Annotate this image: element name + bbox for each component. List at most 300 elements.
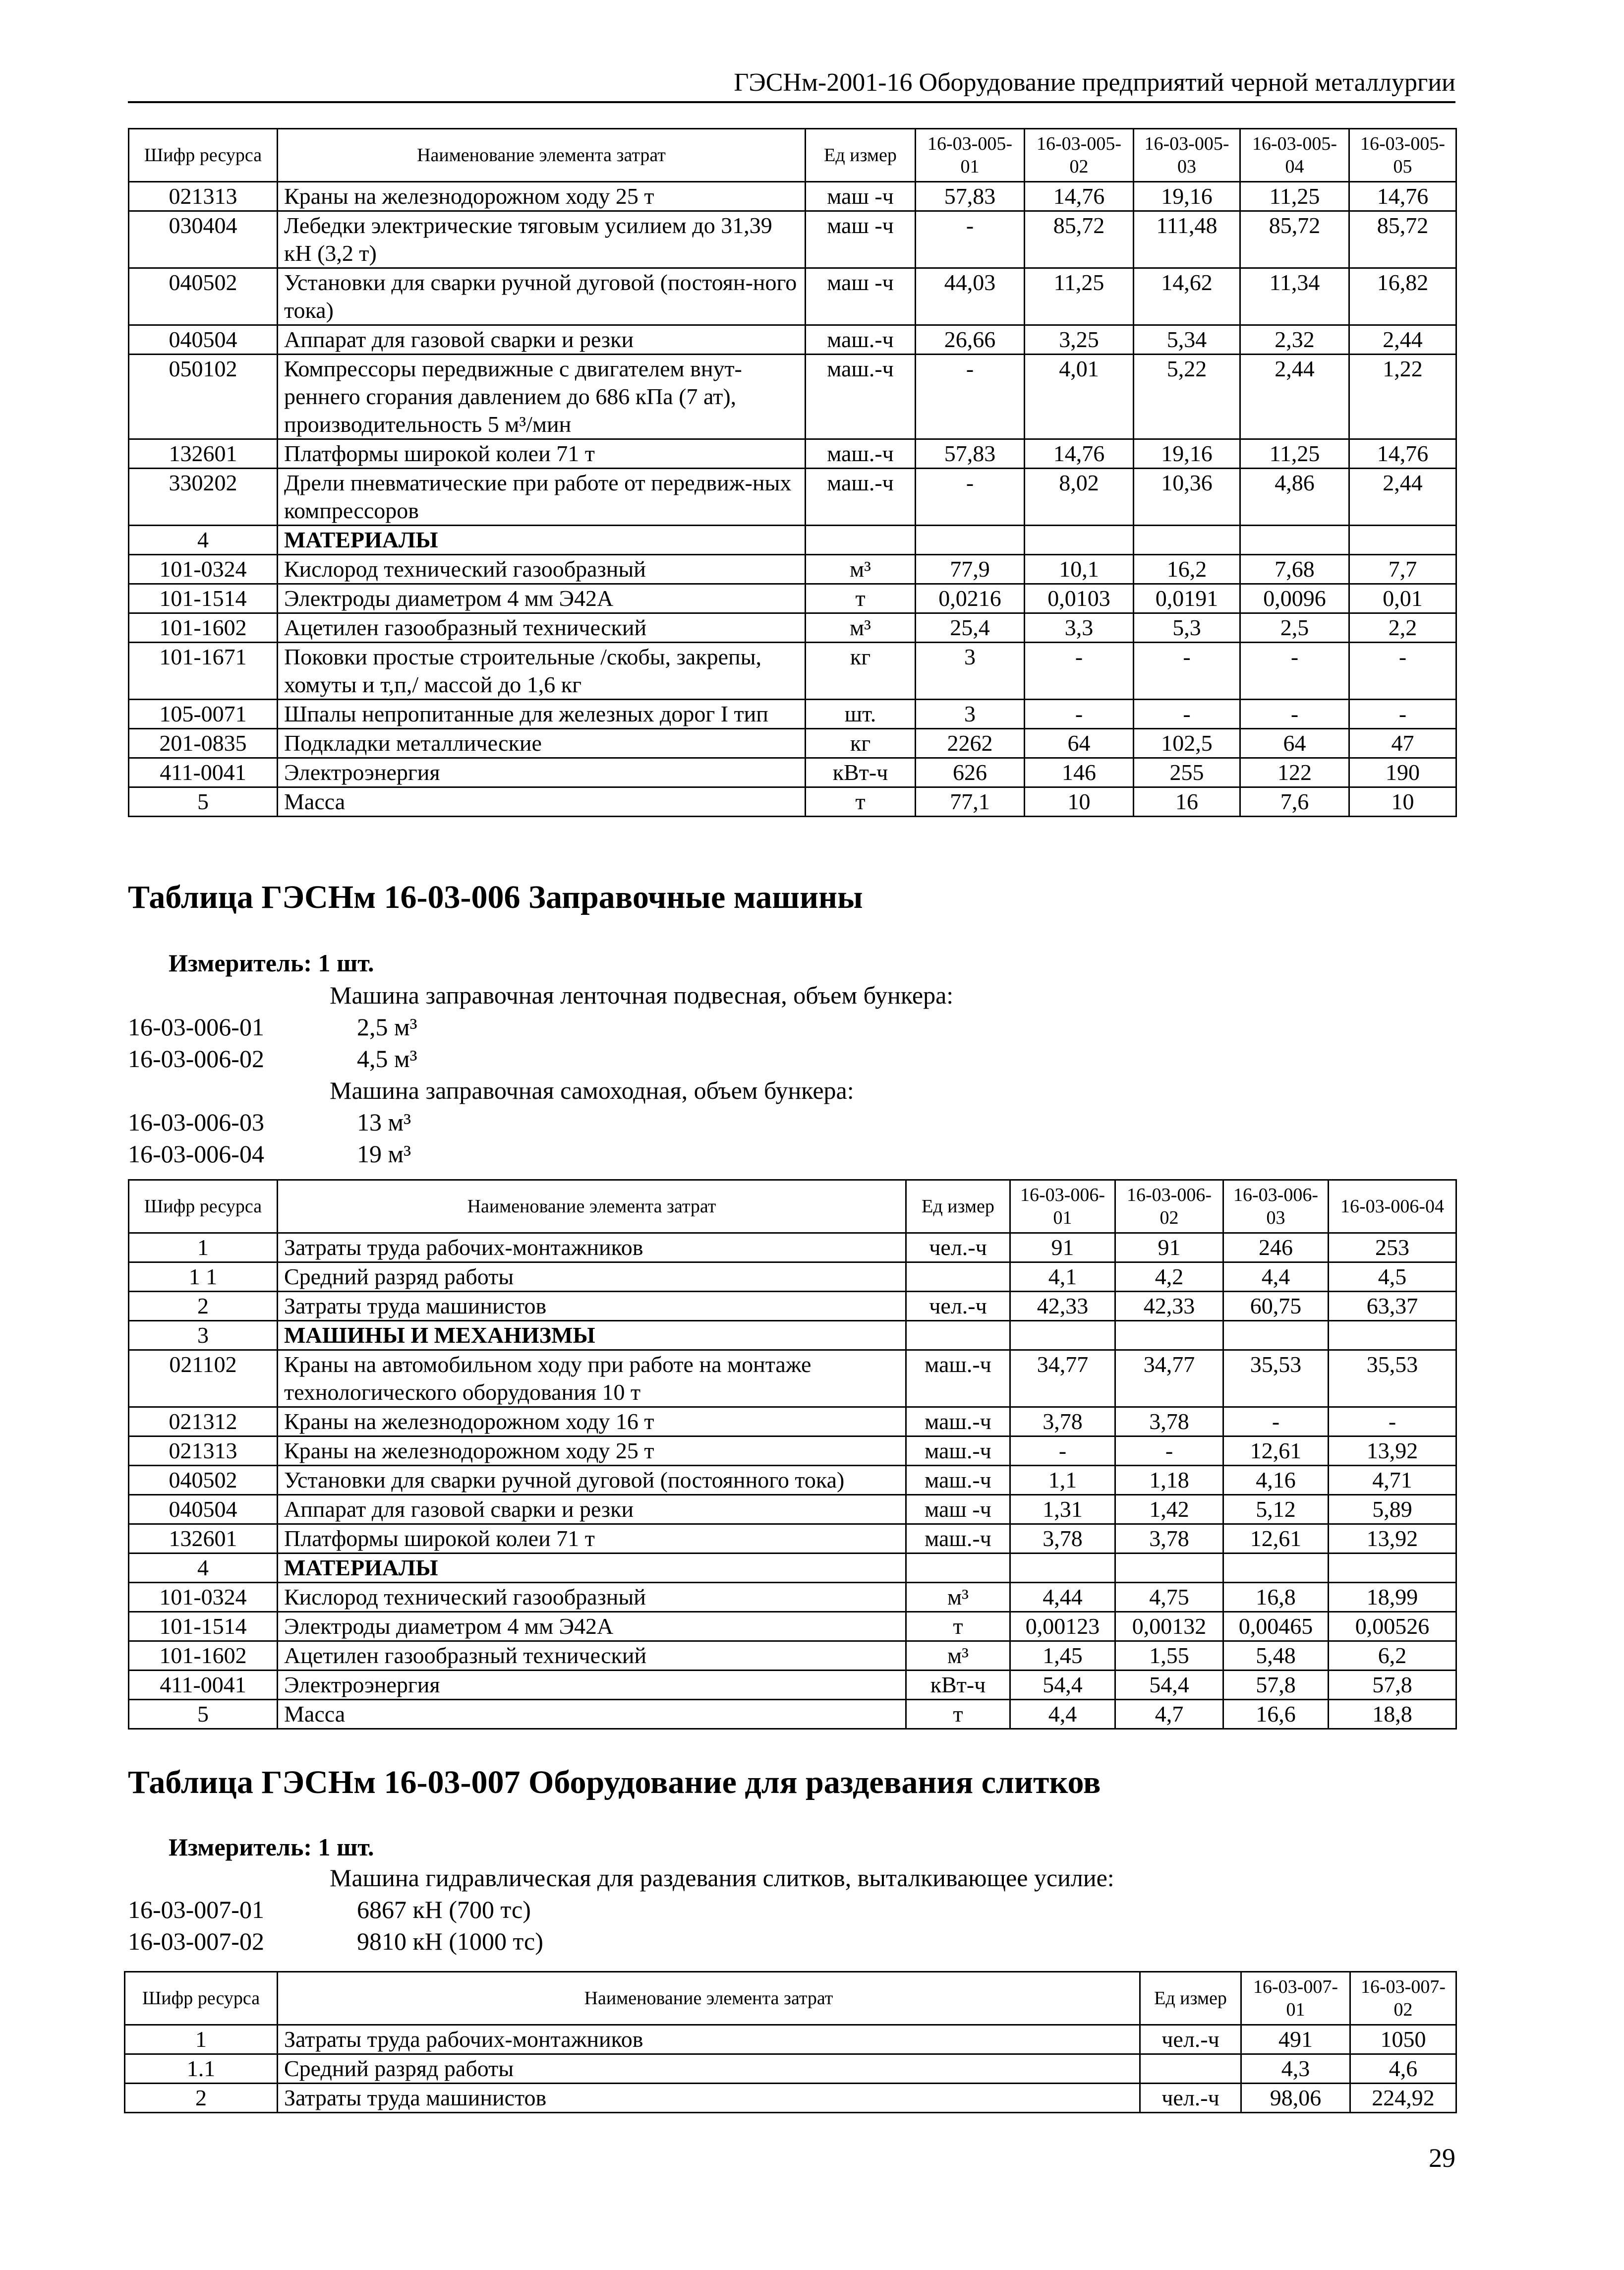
norm-value-cell: 3,3	[1025, 613, 1134, 643]
norm-value-cell: 224,92	[1350, 2084, 1456, 2113]
norm-value-cell: 54,4	[1115, 1671, 1223, 1700]
norm-value-cell: 3,25	[1025, 325, 1134, 355]
norm-value-cell: 4,6	[1350, 2054, 1456, 2084]
table-row	[129, 1671, 1456, 1700]
resource-name-cell: Масса	[278, 1700, 906, 1729]
unit-cell	[806, 526, 916, 555]
norm-value-cell: 44,03	[916, 268, 1025, 325]
norm-value-cell: 190	[1349, 758, 1456, 787]
norm-value-cell: 12,61	[1223, 1436, 1329, 1466]
variant-description: Машина заправочная ленточная подвесная, объем бункера:	[330, 981, 954, 1009]
norm-value-cell	[1240, 526, 1349, 555]
resource-name-cell: Затраты труда рабочих-монтажников	[278, 1233, 906, 1262]
resource-name-cell: Компрессоры передвижные с двигателем внут-реннего сгорания давлением до 686 кПа (7 ат), производительность 5 м³/мин	[278, 355, 806, 439]
table-row	[129, 1641, 1456, 1671]
norm-value-cell: 91	[1115, 1233, 1223, 1262]
table-row	[129, 1583, 1456, 1612]
norm-value-cell: 85,72	[1349, 211, 1456, 268]
resource-code-cell: 132601	[129, 1524, 278, 1553]
norm-value-cell: 11,25	[1025, 268, 1134, 325]
norm-value-cell: 1,55	[1115, 1641, 1223, 1671]
table-row	[129, 526, 1456, 555]
norm-value-cell: 42,33	[1010, 1292, 1115, 1321]
resource-name-cell: Дрели пневматические при работе от передвиж-ных компрессоров	[278, 469, 806, 526]
resource-name-cell: Шпалы непропитанные для железных дорог I тип	[278, 700, 806, 729]
table-row	[125, 2025, 1456, 2054]
table-row	[129, 1407, 1456, 1436]
measure-label: Измеритель:	[169, 949, 312, 977]
col-header-norm: 16-03-005-02	[1025, 129, 1134, 182]
col-header-norm: 16-03-006-01	[1010, 1180, 1115, 1233]
norm-value-cell: -	[1349, 643, 1456, 700]
norm-value-cell: 0,01	[1349, 584, 1456, 613]
col-header-norm: 16-03-006-02	[1115, 1180, 1223, 1233]
norm-value-cell: 3,78	[1115, 1524, 1223, 1553]
norm-value-cell: 11,34	[1240, 268, 1349, 325]
norm-value-cell: 14,76	[1349, 439, 1456, 469]
table-row	[129, 268, 1456, 325]
norm-value-cell: 19,16	[1134, 182, 1240, 211]
norm-value-cell: -	[1134, 643, 1240, 700]
norm-value-cell: 2,44	[1240, 355, 1349, 439]
norm-value-cell: 246	[1223, 1233, 1329, 1262]
resource-table-16-03-006	[128, 1179, 1457, 1730]
norm-value-cell: 63,37	[1329, 1292, 1456, 1321]
norm-value-cell	[1115, 1553, 1223, 1583]
col-header-norm: 16-03-005-03	[1134, 129, 1240, 182]
resource-name-cell: Ацетилен газообразный технический	[278, 1641, 906, 1671]
unit-cell: чел.-ч	[906, 1292, 1010, 1321]
norm-value-cell: 0,0096	[1240, 584, 1349, 613]
resource-name-cell: Платформы широкой колеи 71 т	[278, 1524, 906, 1553]
table-row	[129, 1612, 1456, 1641]
unit-cell: маш.-ч	[906, 1466, 1010, 1495]
variant-code: 16-03-006-04	[128, 1140, 264, 1168]
norm-value-cell: 4,3	[1241, 2054, 1350, 2084]
resource-code-cell: 411-0041	[129, 758, 278, 787]
measure-value: 1 шт.	[318, 949, 374, 977]
resource-code-cell: 1	[129, 1233, 278, 1262]
norm-value-cell: 10	[1349, 787, 1456, 817]
col-header-unit: Ед измер	[1140, 1972, 1241, 2025]
table-row	[129, 787, 1456, 817]
unit-cell: кг	[806, 729, 916, 758]
resource-name-cell: Средний разряд работы	[278, 1262, 906, 1292]
table-row	[129, 1262, 1456, 1292]
norm-value-cell: 2,2	[1349, 613, 1456, 643]
norm-value-cell: 5,34	[1134, 325, 1240, 355]
resource-name-cell: Краны на автомобильном ходу при работе на монтаже технологического оборудования 10 т	[278, 1350, 906, 1407]
norm-value-cell: -	[1025, 700, 1134, 729]
resource-name-cell: Установки для сварки ручной дуговой (постоян-ного тока)	[278, 268, 806, 325]
col-header-code: Шифр ресурса	[129, 129, 278, 182]
norm-value-cell: 1050	[1350, 2025, 1456, 2054]
resource-name-cell: Затраты труда машинистов	[278, 1292, 906, 1321]
norm-value-cell: 8,02	[1025, 469, 1134, 526]
table-row	[129, 1553, 1456, 1583]
norm-value-cell: 13,92	[1329, 1524, 1456, 1553]
norm-value-cell: 4,4	[1223, 1262, 1329, 1292]
norm-value-cell: -	[1240, 700, 1349, 729]
unit-cell: кВт-ч	[806, 758, 916, 787]
resource-name-cell: Краны на железнодорожном ходу 25 т	[278, 182, 806, 211]
norm-value-cell: 0,00123	[1010, 1612, 1115, 1641]
running-header: ГЭСНм-2001-16 Оборудование предприятий черной металлургии	[734, 68, 1455, 97]
resource-code-cell: 101-0324	[129, 555, 278, 584]
resource-name-cell: Средний разряд работы	[278, 2054, 1140, 2084]
norm-value-cell: 57,83	[916, 439, 1025, 469]
resource-code-cell: 5	[129, 1700, 278, 1729]
norm-value-cell: 57,8	[1223, 1671, 1329, 1700]
norm-value-cell: -	[1223, 1407, 1329, 1436]
norm-value-cell: 64	[1025, 729, 1134, 758]
resource-name-cell: Затраты труда машинистов	[278, 2084, 1140, 2113]
norm-value-cell: 4,4	[1010, 1700, 1115, 1729]
norm-value-cell: 0,0216	[916, 584, 1025, 613]
unit-cell: т	[806, 584, 916, 613]
resource-table-16-03-005	[128, 128, 1457, 817]
norm-value-cell: 1,42	[1115, 1495, 1223, 1524]
table-header-row	[129, 129, 1456, 182]
norm-value-cell: 14,76	[1025, 439, 1134, 469]
norm-value-cell: 146	[1025, 758, 1134, 787]
resource-name-cell: Кислород технический газообразный	[278, 555, 806, 584]
unit-cell: маш.-ч	[806, 469, 916, 526]
norm-value-cell: -	[916, 211, 1025, 268]
resource-name-cell: Аппарат для газовой сварки и резки	[278, 1495, 906, 1524]
norm-value-cell: 25,4	[916, 613, 1025, 643]
norm-value-cell: 34,77	[1115, 1350, 1223, 1407]
norm-value-cell: 3,78	[1115, 1407, 1223, 1436]
norm-value-cell: 10	[1025, 787, 1134, 817]
norm-value-cell	[1134, 526, 1240, 555]
norm-value-cell	[1025, 526, 1134, 555]
unit-cell: м³	[806, 613, 916, 643]
norm-value-cell: 26,66	[916, 325, 1025, 355]
norm-value-cell: 0,00526	[1329, 1612, 1456, 1641]
resource-code-cell: 040504	[129, 1495, 278, 1524]
unit-cell: маш -ч	[806, 211, 916, 268]
resource-code-cell: 101-1602	[129, 1641, 278, 1671]
norm-value-cell: 34,77	[1010, 1350, 1115, 1407]
variant-description: Машина заправочная самоходная, объем бункера:	[330, 1076, 854, 1104]
resource-code-cell: 3	[129, 1321, 278, 1350]
norm-value-cell	[1329, 1321, 1456, 1350]
variant-parameter: 2,5 м³	[357, 1013, 417, 1041]
unit-cell: маш.-ч	[906, 1407, 1010, 1436]
norm-value-cell: 1,45	[1010, 1641, 1115, 1671]
table-row	[129, 1436, 1456, 1466]
table-body	[125, 2025, 1456, 2113]
norm-value-cell: 2,44	[1349, 469, 1456, 526]
norm-value-cell: 5,22	[1134, 355, 1240, 439]
norm-value-cell: 2,32	[1240, 325, 1349, 355]
norm-value-cell: 12,61	[1223, 1524, 1329, 1553]
resource-code-cell: 1 1	[129, 1262, 278, 1292]
resource-name-cell: Краны на железнодорожном ходу 25 т	[278, 1436, 906, 1466]
resource-name-cell: МАТЕРИАЛЫ	[278, 526, 806, 555]
col-header-norm: 16-03-005-05	[1349, 129, 1456, 182]
norm-value-cell: 1,1	[1010, 1466, 1115, 1495]
norm-value-cell: -	[1329, 1407, 1456, 1436]
col-header-norm: 16-03-005-04	[1240, 129, 1349, 182]
resource-code-cell: 040504	[129, 325, 278, 355]
col-header-name: Наименование элемента затрат	[278, 1180, 906, 1233]
resource-name-cell: Ацетилен газообразный технический	[278, 613, 806, 643]
resource-name-cell: МАТЕРИАЛЫ	[278, 1553, 906, 1583]
unit-cell: маш -ч	[806, 268, 916, 325]
unit-cell: маш.-ч	[906, 1350, 1010, 1407]
section-title-16-03-007: Таблица ГЭСНм 16-03-007 Оборудование для раздевания слитков	[128, 1764, 1101, 1800]
col-header-unit: Ед измер	[906, 1180, 1010, 1233]
norm-value-cell: 2,5	[1240, 613, 1349, 643]
resource-code-cell: 4	[129, 1553, 278, 1583]
table-row	[125, 2084, 1456, 2113]
col-header-name: Наименование элемента затрат	[278, 1972, 1140, 2025]
resource-code-cell: 021312	[129, 1407, 278, 1436]
resource-code-cell: 040502	[129, 1466, 278, 1495]
resource-code-cell: 021102	[129, 1350, 278, 1407]
unit-cell: м³	[806, 555, 916, 584]
norm-value-cell: 10,36	[1134, 469, 1240, 526]
norm-value-cell: 42,33	[1115, 1292, 1223, 1321]
resource-code-cell: 2	[125, 2084, 278, 2113]
norm-value-cell: 13,92	[1329, 1436, 1456, 1466]
unit-cell: маш -ч	[806, 182, 916, 211]
col-header-norm: 16-03-006-04	[1329, 1180, 1456, 1233]
unit-cell: м³	[906, 1641, 1010, 1671]
norm-value-cell: 2262	[916, 729, 1025, 758]
resource-name-cell: Установки для сварки ручной дуговой (постоянного тока)	[278, 1466, 906, 1495]
norm-value-cell: 4,75	[1115, 1583, 1223, 1612]
variant-code: 16-03-007-02	[128, 1927, 264, 1955]
col-header-norm: 16-03-007-01	[1241, 1972, 1350, 2025]
measure-line	[169, 1831, 374, 1863]
unit-cell	[1140, 2054, 1241, 2084]
resource-code-cell: 330202	[129, 469, 278, 526]
table-body	[129, 182, 1456, 817]
norm-value-cell: 5,12	[1223, 1495, 1329, 1524]
resource-code-cell: 4	[129, 526, 278, 555]
resource-code-cell: 2	[129, 1292, 278, 1321]
resource-name-cell: Поковки простые строительные /скобы, закрепы, хомуты и т,п,/ массой до 1,6 кг	[278, 643, 806, 700]
norm-value-cell: 4,2	[1115, 1262, 1223, 1292]
norm-value-cell: 11,25	[1240, 439, 1349, 469]
table-header-row	[125, 1972, 1456, 2025]
resource-code-cell: 101-0324	[129, 1583, 278, 1612]
norm-value-cell: 7,68	[1240, 555, 1349, 584]
norm-value-cell: -	[1025, 643, 1134, 700]
norm-value-cell: 57,83	[916, 182, 1025, 211]
table-row	[129, 1292, 1456, 1321]
variant-code: 16-03-006-02	[128, 1045, 264, 1073]
norm-value-cell: 10,1	[1025, 555, 1134, 584]
table-row	[129, 1524, 1456, 1553]
unit-cell: маш.-ч	[806, 439, 916, 469]
table-body	[129, 1233, 1456, 1729]
col-header-norm: 16-03-006-03	[1223, 1180, 1329, 1233]
norm-value-cell: 1,18	[1115, 1466, 1223, 1495]
col-header-norm: 16-03-007-02	[1350, 1972, 1456, 2025]
resource-name-cell: Аппарат для газовой сварки и резки	[278, 325, 806, 355]
table-row	[129, 1233, 1456, 1262]
norm-value-cell	[1010, 1321, 1115, 1350]
norm-value-cell: 91	[1010, 1233, 1115, 1262]
norm-value-cell: 19,16	[1134, 439, 1240, 469]
norm-value-cell: 18,8	[1329, 1700, 1456, 1729]
table-row	[129, 325, 1456, 355]
resource-code-cell: 040502	[129, 268, 278, 325]
resource-name-cell: Затраты труда рабочих-монтажников	[278, 2025, 1140, 2054]
norm-value-cell: 47	[1349, 729, 1456, 758]
norm-value-cell: 85,72	[1025, 211, 1134, 268]
unit-cell: чел.-ч	[1140, 2084, 1241, 2113]
norm-value-cell: 626	[916, 758, 1025, 787]
unit-cell: чел.-ч	[906, 1233, 1010, 1262]
table-row	[129, 1350, 1456, 1407]
resource-name-cell: Платформы широкой колеи 71 т	[278, 439, 806, 469]
resource-name-cell: МАШИНЫ И МЕХАНИЗМЫ	[278, 1321, 906, 1350]
norm-value-cell: 16,2	[1134, 555, 1240, 584]
table-header-row	[129, 1180, 1456, 1233]
unit-cell	[906, 1321, 1010, 1350]
resource-code-cell: 101-1671	[129, 643, 278, 700]
table-row	[129, 469, 1456, 526]
resource-code-cell: 1.1	[125, 2054, 278, 2084]
norm-value-cell: 0,00465	[1223, 1612, 1329, 1641]
norm-value-cell: -	[1349, 700, 1456, 729]
norm-value-cell: -	[916, 355, 1025, 439]
norm-value-cell: 77,1	[916, 787, 1025, 817]
norm-value-cell: 3	[916, 643, 1025, 700]
variant-code: 16-03-007-01	[128, 1896, 264, 1923]
variant-parameter: 6867 кН (700 тс)	[357, 1896, 531, 1923]
unit-cell: м³	[906, 1583, 1010, 1612]
norm-value-cell: 14,76	[1025, 182, 1134, 211]
norm-value-cell	[1349, 526, 1456, 555]
norm-value-cell	[1329, 1553, 1456, 1583]
resource-code-cell: 5	[129, 787, 278, 817]
norm-value-cell: 5,48	[1223, 1641, 1329, 1671]
resource-name-cell: Электроды диаметром 4 мм Э42А	[278, 584, 806, 613]
norm-value-cell: 102,5	[1134, 729, 1240, 758]
page-number: 29	[1429, 2143, 1455, 2173]
table-row	[129, 211, 1456, 268]
norm-value-cell: 54,4	[1010, 1671, 1115, 1700]
table-row	[129, 1466, 1456, 1495]
norm-value-cell: 3	[916, 700, 1025, 729]
resource-code-cell: 050102	[129, 355, 278, 439]
resource-name-cell: Лебедки электрические тяговым усилием до 31,39 кН (3,2 т)	[278, 211, 806, 268]
unit-cell	[906, 1262, 1010, 1292]
norm-value-cell: 35,53	[1223, 1350, 1329, 1407]
resource-code-cell: 021313	[129, 182, 278, 211]
norm-value-cell: 1,31	[1010, 1495, 1115, 1524]
norm-value-cell: 5,89	[1329, 1495, 1456, 1524]
measure-line	[169, 947, 374, 979]
unit-cell: маш.-ч	[906, 1436, 1010, 1466]
norm-value-cell: -	[1115, 1436, 1223, 1466]
variant-parameter: 13 м³	[357, 1108, 411, 1136]
norm-value-cell: 1,22	[1349, 355, 1456, 439]
unit-cell: маш.-ч	[906, 1524, 1010, 1553]
norm-value-cell: 0,0103	[1025, 584, 1134, 613]
resource-code-cell: 101-1514	[129, 584, 278, 613]
norm-value-cell: -	[1240, 643, 1349, 700]
resource-code-cell: 101-1514	[129, 1612, 278, 1641]
norm-value-cell: 85,72	[1240, 211, 1349, 268]
norm-value-cell	[1223, 1321, 1329, 1350]
section-title-16-03-006: Таблица ГЭСНм 16-03-006 Заправочные машины	[128, 879, 863, 915]
variant-parameter: 4,5 м³	[357, 1045, 417, 1073]
norm-value-cell: 77,9	[916, 555, 1025, 584]
variant-code: 16-03-006-01	[128, 1013, 264, 1041]
unit-cell	[906, 1553, 1010, 1583]
resource-name-cell: Электроэнергия	[278, 758, 806, 787]
measure-label: Измеритель:	[169, 1833, 312, 1861]
unit-cell: т	[906, 1700, 1010, 1729]
norm-value-cell	[916, 526, 1025, 555]
norm-value-cell: 7,6	[1240, 787, 1349, 817]
norm-value-cell: 253	[1329, 1233, 1456, 1262]
norm-value-cell: 4,01	[1025, 355, 1134, 439]
unit-cell: кг	[806, 643, 916, 700]
norm-value-cell: 16,6	[1223, 1700, 1329, 1729]
table-row	[129, 1321, 1456, 1350]
norm-value-cell	[1115, 1321, 1223, 1350]
norm-value-cell	[1010, 1553, 1115, 1583]
norm-value-cell: 0,00132	[1115, 1612, 1223, 1641]
norm-value-cell: 64	[1240, 729, 1349, 758]
col-header-code: Шифр ресурса	[129, 1180, 278, 1233]
norm-value-cell: 16,8	[1223, 1583, 1329, 1612]
norm-value-cell: 4,71	[1329, 1466, 1456, 1495]
norm-value-cell: 4,86	[1240, 469, 1349, 526]
norm-value-cell: 16,82	[1349, 268, 1456, 325]
unit-cell: т	[906, 1612, 1010, 1641]
unit-cell: маш.-ч	[806, 325, 916, 355]
norm-value-cell: 11,25	[1240, 182, 1349, 211]
resource-code-cell: 1	[125, 2025, 278, 2054]
resource-name-cell: Краны на железнодорожном ходу 16 т	[278, 1407, 906, 1436]
variant-parameter: 9810 кН (1000 тс)	[357, 1927, 543, 1955]
unit-cell: чел.-ч	[1140, 2025, 1241, 2054]
norm-value-cell: 16	[1134, 787, 1240, 817]
table-row	[129, 613, 1456, 643]
norm-value-cell: 60,75	[1223, 1292, 1329, 1321]
resource-code-cell: 201-0835	[129, 729, 278, 758]
table-row	[129, 555, 1456, 584]
unit-cell: шт.	[806, 700, 916, 729]
unit-cell: т	[806, 787, 916, 817]
table-row	[129, 758, 1456, 787]
norm-value-cell: 98,06	[1241, 2084, 1350, 2113]
norm-value-cell: -	[916, 469, 1025, 526]
resource-table-16-03-007	[124, 1971, 1457, 2113]
norm-value-cell: 6,2	[1329, 1641, 1456, 1671]
norm-value-cell: 57,8	[1329, 1671, 1456, 1700]
resource-code-cell: 411-0041	[129, 1671, 278, 1700]
norm-value-cell: -	[1010, 1436, 1115, 1466]
col-header-norm: 16-03-005-01	[916, 129, 1025, 182]
norm-value-cell: 18,99	[1329, 1583, 1456, 1612]
table-row	[129, 700, 1456, 729]
norm-value-cell: 0,0191	[1134, 584, 1240, 613]
table-row	[129, 643, 1456, 700]
table-row	[129, 1700, 1456, 1729]
measure-value: 1 шт.	[318, 1833, 374, 1861]
norm-value-cell: 14,62	[1134, 268, 1240, 325]
